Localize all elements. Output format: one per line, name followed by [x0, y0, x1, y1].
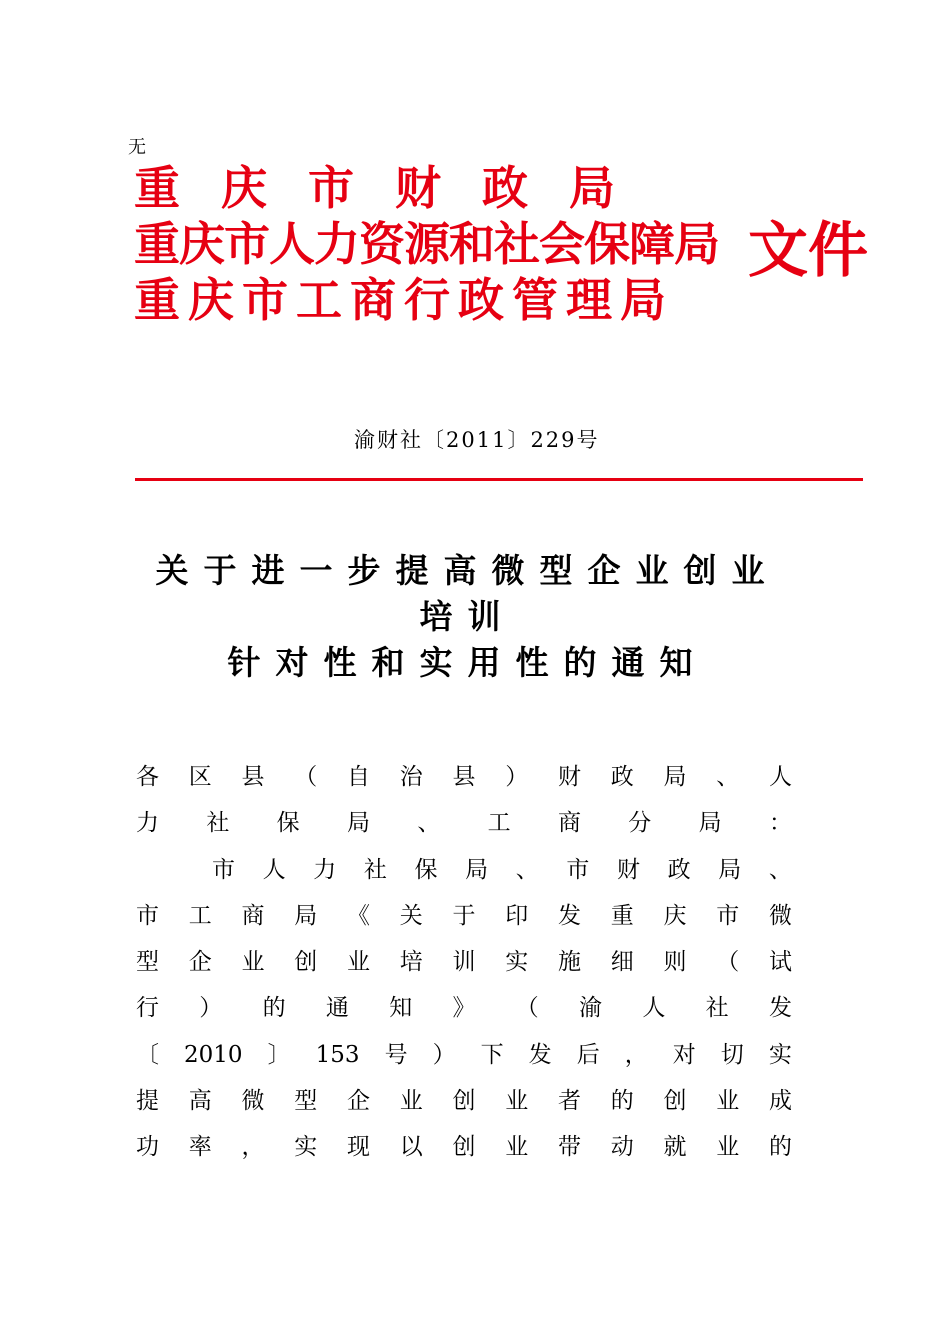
- body-token: 局: [465, 856, 489, 883]
- body-token: 业: [716, 1088, 740, 1115]
- body-token: 后: [576, 1041, 600, 1068]
- body-token: 渝: [579, 995, 603, 1022]
- body-token: 成: [769, 1088, 792, 1115]
- body-token: 行: [136, 995, 159, 1022]
- body-token: 创: [452, 1088, 476, 1115]
- body-token: 《: [347, 902, 370, 929]
- body-token: 细: [610, 949, 634, 976]
- body-token: 、: [768, 856, 792, 883]
- body-token: 通: [325, 995, 349, 1022]
- body-token: 商: [241, 902, 265, 929]
- body-token: 财: [558, 764, 581, 790]
- body-token: 发: [528, 1041, 552, 1068]
- body-token: 创: [452, 1134, 476, 1161]
- body-token: 各: [136, 764, 159, 790]
- body-token: 市: [566, 856, 590, 883]
- body-token: 则: [663, 949, 687, 976]
- body-token: 治: [399, 764, 423, 790]
- body-token: 力: [313, 856, 337, 883]
- body-token: 切: [720, 1041, 744, 1068]
- body-token: 型: [136, 949, 159, 976]
- body-token: 分: [628, 810, 652, 837]
- body-token: 人: [642, 995, 666, 1022]
- body-text: [136, 754, 792, 1171]
- body-token: 企: [347, 1088, 370, 1115]
- body-token: 局: [663, 764, 687, 790]
- body-token: 带: [558, 1134, 581, 1161]
- body-token: 保: [276, 810, 300, 837]
- body-token: 〕: [267, 1041, 291, 1068]
- body-token: ）: [432, 1041, 456, 1068]
- body-token: 工: [188, 902, 212, 929]
- body-token: 工: [487, 810, 511, 837]
- body-token: 于: [452, 902, 476, 929]
- body-token: 下: [480, 1041, 504, 1068]
- body-token: 知: [389, 995, 413, 1022]
- body-token: 局: [698, 810, 722, 837]
- body-token: 重: [610, 902, 634, 929]
- body-token: 关: [399, 902, 423, 929]
- body-token: 社: [363, 856, 387, 883]
- red-separator-line: [135, 478, 863, 481]
- body-token: ，: [241, 1134, 265, 1161]
- body-token: 市: [716, 902, 740, 929]
- body-token: 财: [617, 856, 640, 883]
- body-token: ）: [199, 995, 223, 1022]
- body-token: 、: [515, 856, 539, 883]
- body-token: 庆: [663, 902, 687, 929]
- body-token: 县: [452, 764, 476, 790]
- body-token: 社: [206, 810, 230, 837]
- body-token: 微: [769, 902, 792, 929]
- body-token: 印: [505, 902, 529, 929]
- body-line: [136, 985, 792, 1031]
- body-token: 市: [212, 856, 235, 883]
- body-token: 人: [262, 856, 286, 883]
- document-number: 渝财社〔2011〕229号: [354, 428, 600, 452]
- body-token: 创: [663, 1088, 687, 1115]
- body-token: 县: [241, 764, 265, 790]
- body-token: 力: [136, 810, 159, 837]
- body-token: 发: [558, 902, 581, 929]
- body-token: 号: [384, 1041, 408, 1068]
- body-token: 动: [610, 1134, 634, 1161]
- body-token: ）: [505, 764, 529, 790]
- corner-mark: 无: [128, 137, 146, 158]
- body-token: 社: [705, 995, 729, 1022]
- title-line-2: 培训: [419, 597, 516, 636]
- body-line: [136, 1078, 792, 1124]
- title-line-3: 针对性和实用性的通知: [227, 643, 708, 682]
- body-line: [136, 939, 792, 985]
- body-token: 就: [663, 1134, 687, 1161]
- body-token: 实: [768, 1041, 792, 1068]
- body-line: [136, 1032, 792, 1078]
- body-token: 的: [262, 995, 286, 1022]
- body-token: 保: [414, 856, 438, 883]
- issuer-industry-commerce-bureau: 重庆市工商行政管理局: [134, 273, 674, 327]
- body-token: ：: [768, 810, 792, 837]
- body-token: 、: [417, 810, 441, 837]
- file-heading-word: 文件: [748, 216, 868, 286]
- body-token: 高: [188, 1088, 212, 1115]
- issuer-finance-bureau: 重庆市财政局: [134, 161, 656, 215]
- title-line-1: 关于进一步提高微型企业创业: [155, 551, 780, 590]
- body-token: 业: [241, 949, 265, 976]
- body-token: 2010: [184, 1041, 243, 1068]
- body-token: 实: [505, 949, 529, 976]
- body-token: 自: [347, 764, 370, 790]
- body-token: 的: [769, 1134, 792, 1161]
- issuer-hr-social-security-bureau: 重庆市人力资源和社会保障局: [134, 217, 719, 271]
- body-token: （: [716, 949, 740, 976]
- body-token: 发: [768, 995, 792, 1022]
- body-token: 业: [505, 1088, 529, 1115]
- body-token: 〔: [136, 1041, 159, 1068]
- body-token: ，: [624, 1041, 648, 1068]
- body-token: 型: [294, 1088, 318, 1115]
- body-token: 施: [558, 949, 581, 976]
- body-token: 局: [346, 810, 370, 837]
- body-token: 业: [399, 1088, 423, 1115]
- body-token: 企: [188, 949, 212, 976]
- body-token: 政: [610, 764, 634, 790]
- body-token: 微: [241, 1088, 265, 1115]
- issuing-agencies: [134, 160, 734, 328]
- body-token: 、: [716, 764, 740, 790]
- body-token: 市: [136, 902, 159, 929]
- body-token: 局: [294, 902, 318, 929]
- body-token: 功: [136, 1134, 159, 1161]
- body-token: 者: [558, 1088, 581, 1115]
- document-title: [135, 548, 800, 686]
- body-token: 153: [315, 1041, 360, 1068]
- body-token: 业: [347, 949, 370, 976]
- body-token: 实: [294, 1134, 318, 1161]
- body-token: 业: [505, 1134, 529, 1161]
- body-token: （: [294, 764, 318, 790]
- body-token: 局: [718, 856, 742, 883]
- body-line: [136, 847, 792, 893]
- body-token: 对: [672, 1041, 696, 1068]
- body-line: [136, 754, 792, 800]
- body-token: 》: [452, 995, 476, 1022]
- body-token: 训: [452, 949, 476, 976]
- body-token: 率: [188, 1134, 212, 1161]
- body-token: 政: [667, 856, 691, 883]
- body-token: 商: [557, 810, 581, 837]
- body-token: 现: [347, 1134, 370, 1161]
- body-token: 业: [716, 1134, 740, 1161]
- body-line: [136, 893, 792, 939]
- body-token: 的: [610, 1088, 634, 1115]
- body-token: 试: [769, 949, 792, 976]
- body-line: [136, 800, 792, 846]
- body-token: （: [515, 995, 539, 1022]
- body-token: 人: [769, 764, 792, 790]
- body-token: 提: [136, 1088, 159, 1115]
- body-token: 区: [188, 764, 212, 790]
- body-token: 培: [399, 949, 423, 976]
- body-token: 创: [294, 949, 318, 976]
- body-token: 以: [399, 1134, 423, 1161]
- body-line: [136, 1124, 792, 1170]
